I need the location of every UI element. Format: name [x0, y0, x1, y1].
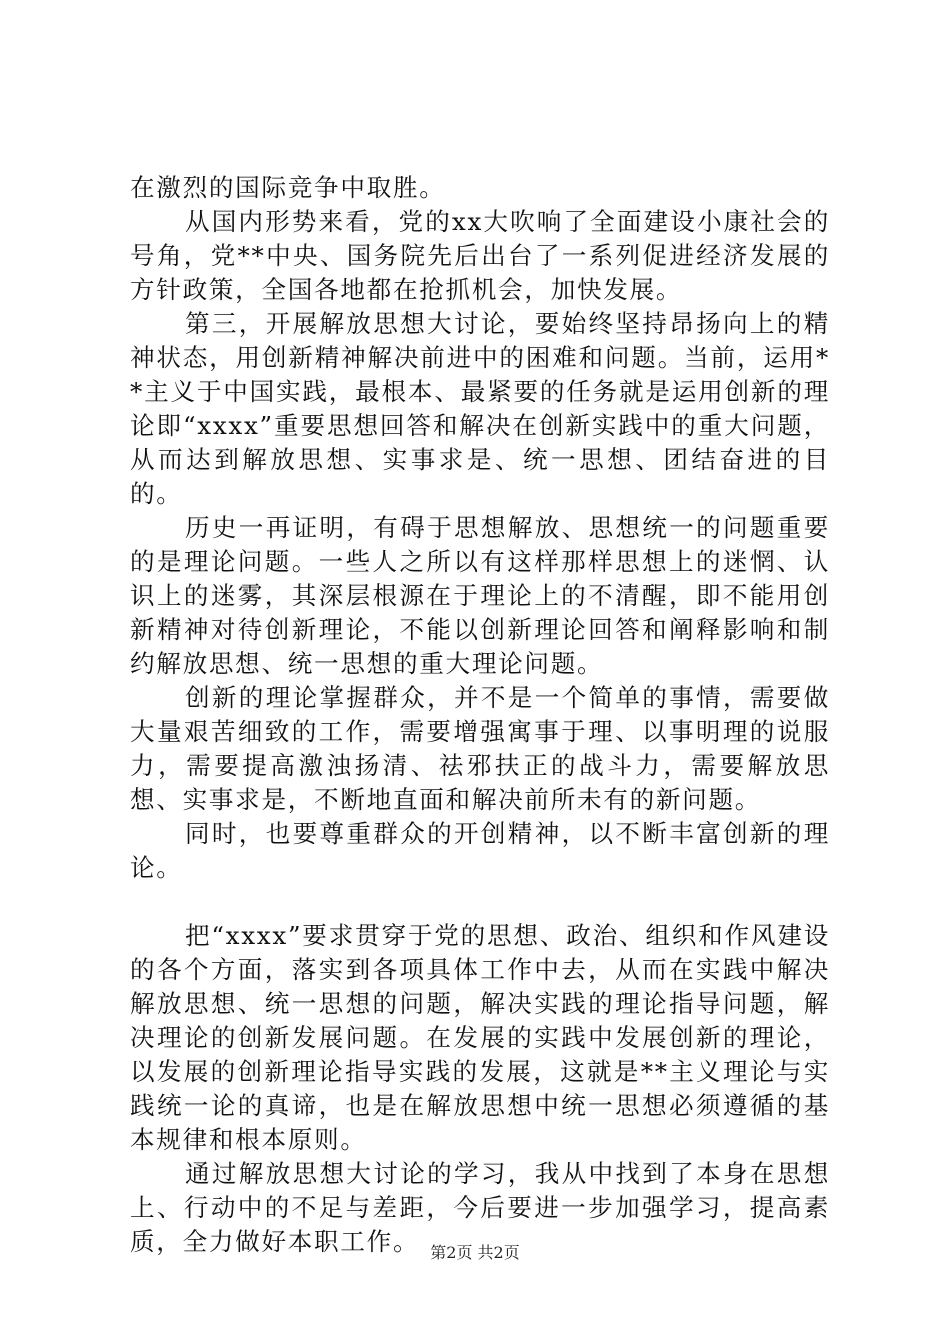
paragraph-gap [130, 885, 830, 919]
document-body [130, 171, 830, 1259]
paragraph-xxxx-requirements: 把“xxxx”要求贯穿于党的思想、政治、组织和作风建设的各个方面，落实到各项具体工作中去，从而在实践中解决解放思想、统一思想的问题，解决实践的理论指导问题，解决理论的创新发展问题。在发展的实践中发展创新的理论，以发展的创新理论指导实践的发展，这就是**主义理论与实践统一论的真谛，也是在解放思想中统一思想必须遵循的基本规律和根本原则。 [130, 921, 830, 1154]
paragraph-history-proves: 历史一再证明，有碍于思想解放、思想统一的问题重要的是理论问题。一些人之所以有这样那样思想上的迷惘、认识上的迷雾，其深层根源在于理论上的不清醒，即不能用创新精神对待创新理论，不能以创新理论回答和阐释影响和制约解放思想、统一思想的重大理论问题。 [130, 513, 830, 678]
paragraph-continuation: 在激烈的国际竞争中取胜。 [130, 173, 446, 202]
paragraph-respect-masses: 同时，也要尊重群众的开创精神，以不断丰富创新的理论。 [130, 819, 830, 882]
paragraph-theory-grasp-masses: 创新的理论掌握群众，并不是一个简单的事情，需要做大量艰苦细致的工作，需要增强寓事于理、以事明理的说服力，需要提高激浊扬清、祛邪扶正的战斗力，需要解放思想、实事求是，不断地直面和解决前所未有的新问题。 [130, 683, 830, 814]
paragraph-conclusion: 通过解放思想大讨论的学习，我从中找到了本身在思想上、行动中的不足与差距，今后要进一步加强学习，提高素质，全力做好本职工作。 [130, 1159, 830, 1256]
page-number-footer: 第2页 共2页 [430, 1243, 520, 1262]
paragraph-domestic-situation: 从国内形势来看，党的xx大吹响了全面建设小康社会的号角，党**中央、国务院先后出台了一系列促进经济发展的方针政策，全国各地都在抢抓机会，加快发展。 [130, 207, 830, 304]
paragraph-third-point: 第三，开展解放思想大讨论，要始终坚持昂扬向上的精神状态，用创新精神解决前进中的困难和问题。当前，运用**主义于中国实践，最根本、最紧要的任务就是运用创新的理论即“xxxx”重要思想回答和解决在创新实践中的重大问题，从而达到解放思想、实事求是、统一思想、团结奋进的目的。 [130, 309, 830, 508]
